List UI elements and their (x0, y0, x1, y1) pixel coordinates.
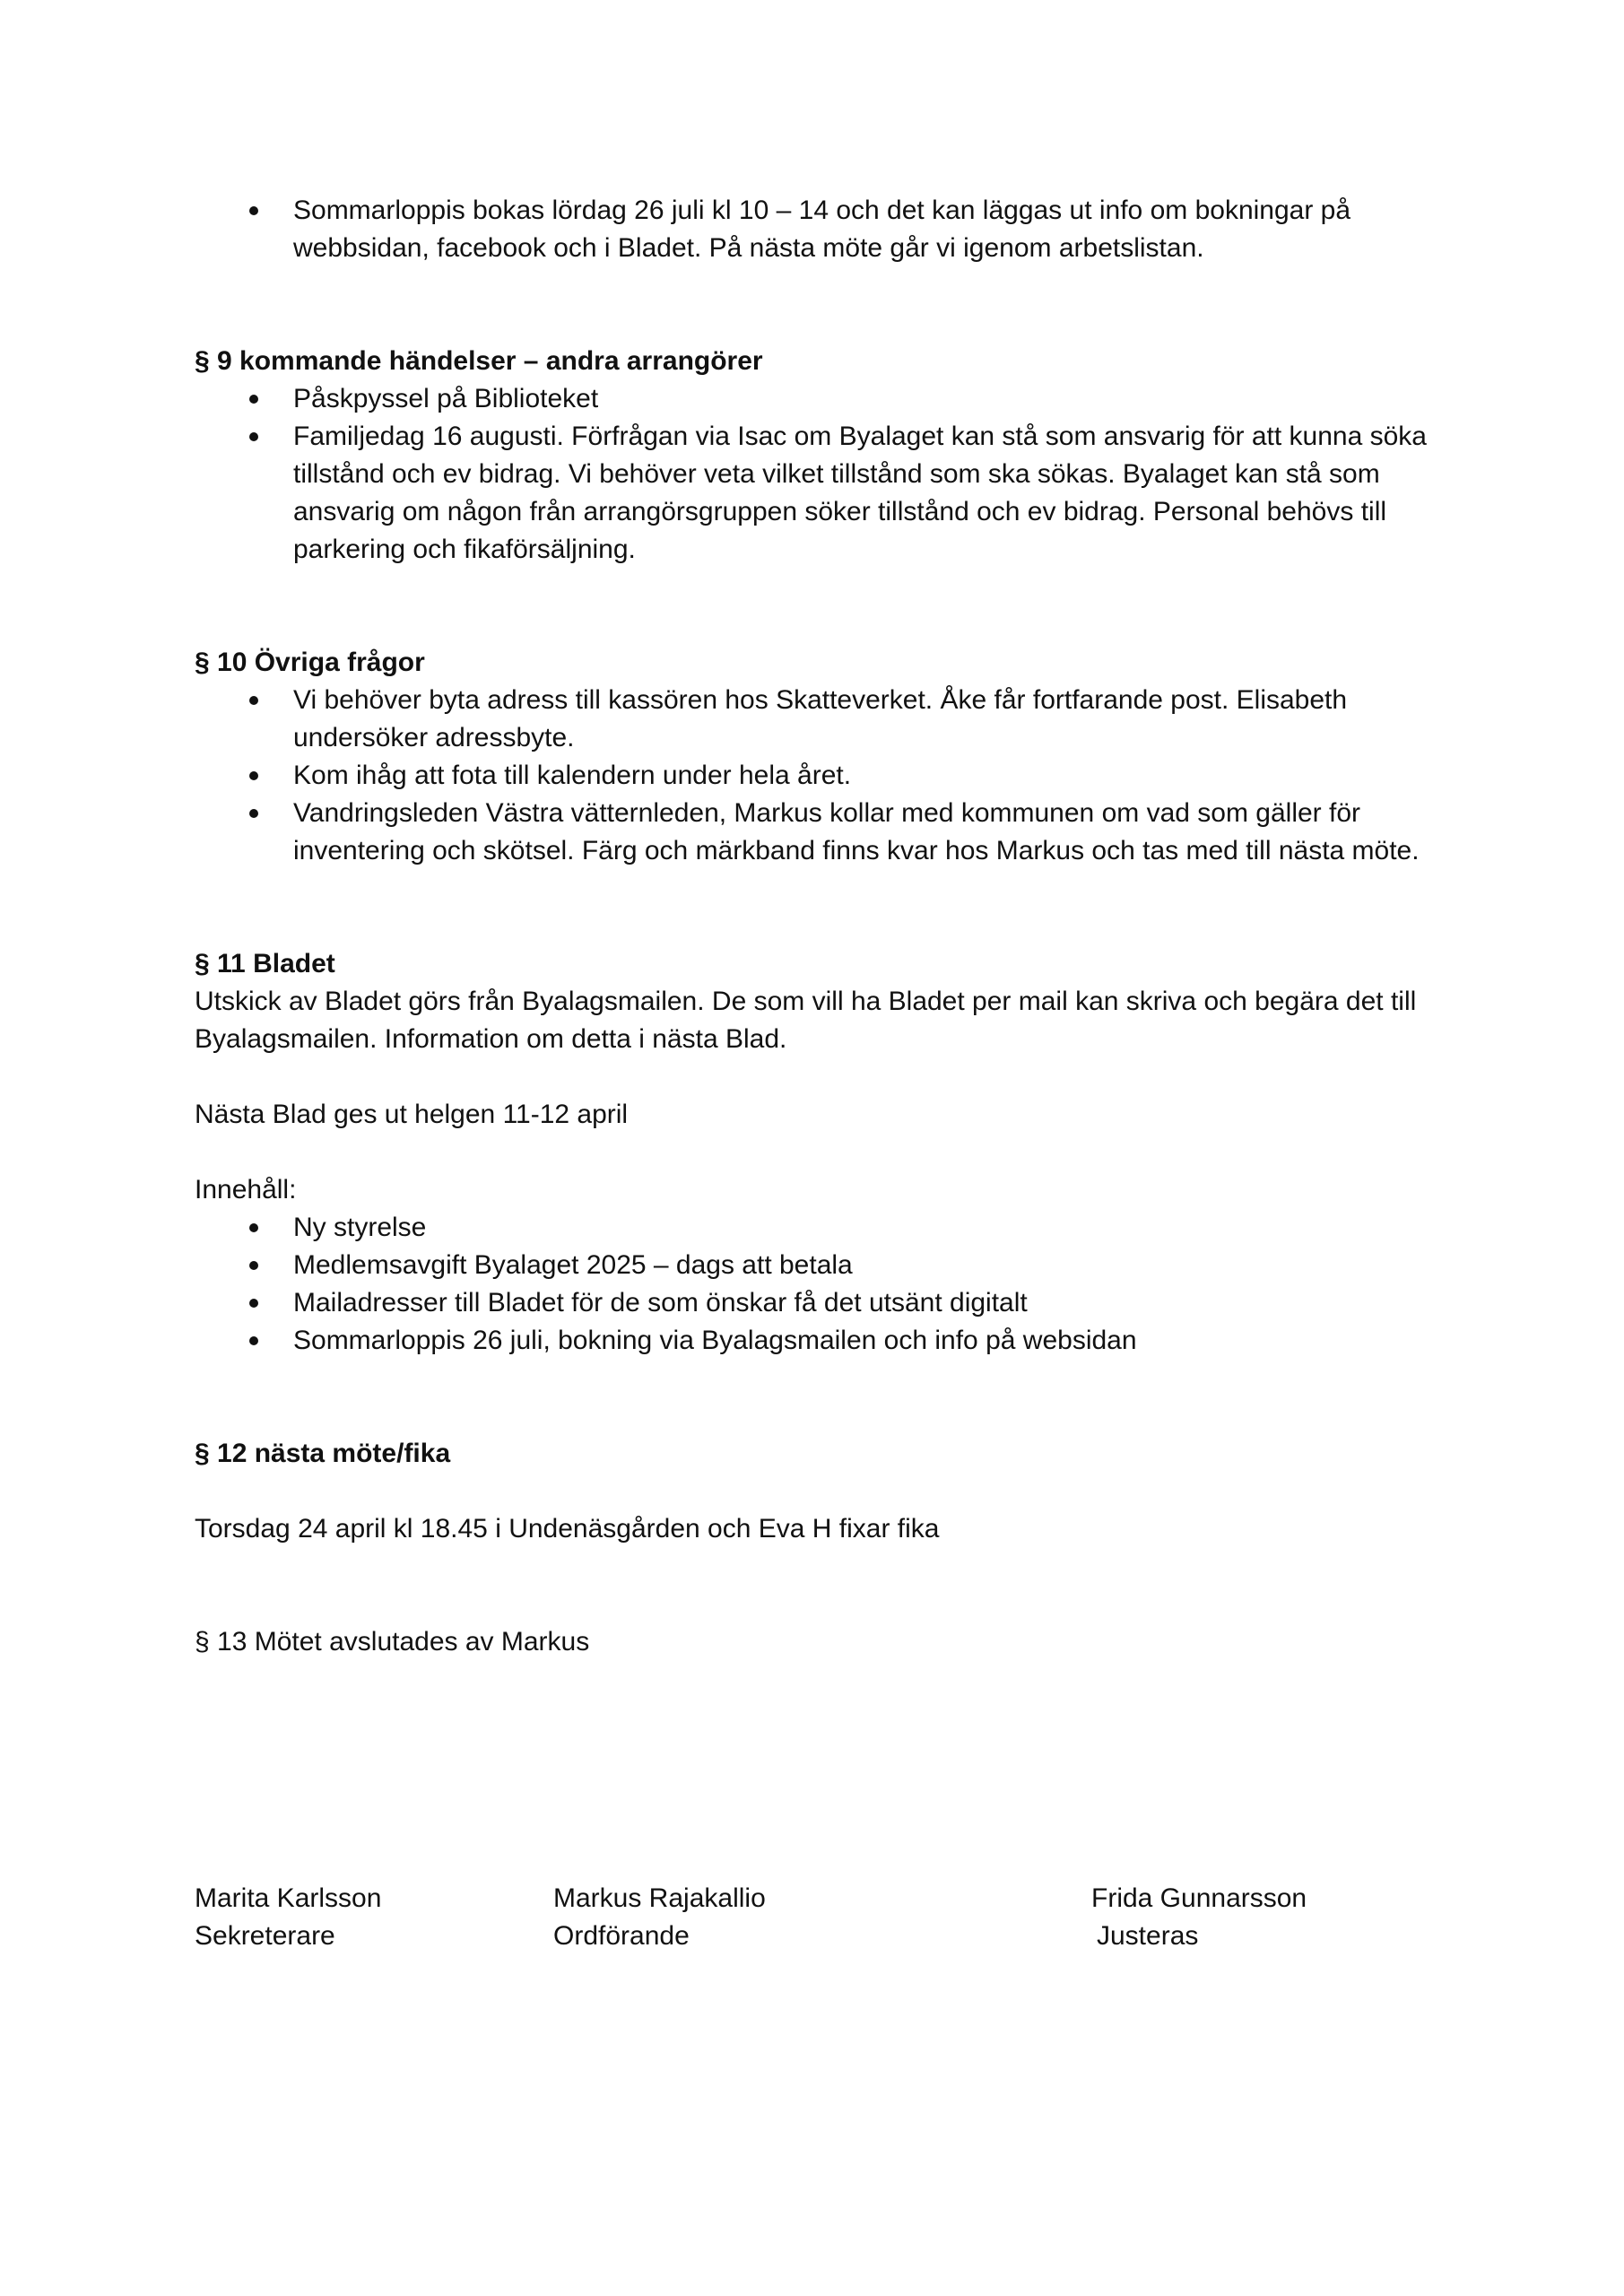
bullet-icon (249, 771, 258, 780)
signature-secretary (195, 1880, 381, 1955)
document-page (195, 192, 1450, 1955)
list-item-text: Vi behöver byta adress till kassören hos Skatteverket. Åke får fortfarande post. Elisabeth undersöker adressbyte. (293, 685, 1348, 752)
bullet-icon (249, 809, 258, 818)
paragraph: Torsdag 24 april kl 18.45 i Undenäsgården och Eva H fixar fika (195, 1514, 940, 1544)
section-heading: § 12 nästa möte/fika (195, 1439, 451, 1468)
bullet-list (195, 380, 1450, 569)
list-item-text: Påskpyssel på Biblioteket (293, 384, 599, 413)
bullet-icon (249, 1336, 258, 1345)
paragraph: Nästa Blad ges ut helgen 11-12 april (195, 1100, 629, 1129)
list-item-text: Familjedag 16 augusti. Förfrågan via Isac om Byalaget kan stå som ansvarig för att kunna söka tillstånd och ev bidrag. Vi behöver veta vilket tillstånd som ska sökas. Byalaget kan stå som ansvarig om någon från arrangörsgruppen söker tillstånd och ev bidrag. Personal behövs till parkering och fikaförsäljning. (293, 422, 1427, 564)
signature-role: Justeras (1097, 1921, 1199, 1951)
section-13 (195, 1623, 1450, 1661)
bullet-icon (249, 395, 258, 404)
list-item (195, 1284, 1450, 1322)
bullet-list (195, 682, 1450, 870)
paragraph: § 13 Mötet avslutades av Markus (195, 1627, 590, 1657)
section-11 (195, 945, 1450, 1360)
bullet-icon (249, 1223, 258, 1232)
list-item (195, 757, 1450, 795)
signature-verifier (1091, 1880, 1307, 1955)
signature-name: Marita Karlsson (195, 1883, 382, 1913)
intro-bullet-list (195, 192, 1450, 267)
list-item (195, 682, 1450, 757)
bullet-icon (249, 1261, 258, 1270)
list-item-text: Vandringsleden Västra vätternleden, Markus kollar med kommunen om vad som gäller för inventering och skötsel. Färg och märkband finns kvar hos Markus och tas med till nästa möte. (293, 798, 1420, 865)
list-item-text: Sommarloppis bokas lördag 26 juli kl 10 – 14 och det kan läggas ut info om bokningar på webbsidan, facebook och i Bladet. På nästa möte går vi igenom arbetslistan. (293, 196, 1351, 263)
bullet-icon (249, 1299, 258, 1308)
section-10 (195, 644, 1450, 870)
signature-role: Ordförande (553, 1921, 690, 1951)
list-item (195, 418, 1450, 569)
bullet-list (195, 1209, 1450, 1360)
list-item-text: Medlemsavgift Byalaget 2025 – dags att betala (293, 1250, 853, 1280)
signature-name: Frida Gunnarsson (1091, 1883, 1307, 1913)
section-heading: § 11 Bladet (195, 949, 335, 978)
list-item (195, 1322, 1450, 1360)
signature-role: Sekreterare (195, 1921, 335, 1951)
signature-block (195, 1880, 1450, 1955)
list-item (195, 192, 1450, 267)
section-12 (195, 1435, 1450, 1548)
list-item-text: Ny styrelse (293, 1213, 427, 1242)
signature-name: Markus Rajakallio (553, 1883, 766, 1913)
section-9 (195, 343, 1450, 569)
list-item (195, 795, 1450, 870)
list-item-text: Kom ihåg att fota till kalendern under hela året. (293, 761, 852, 790)
list-item (195, 1209, 1450, 1247)
list-item (195, 1247, 1450, 1284)
bullet-icon (249, 206, 258, 215)
list-item-text: Mailadresser till Bladet för de som önskar få det utsänt digitalt (293, 1288, 1028, 1318)
list-item-text: Sommarloppis 26 juli, bokning via Byalagsmailen och info på websidan (293, 1326, 1137, 1355)
paragraph: Utskick av Bladet görs från Byalagsmailen. De som vill ha Bladet per mail kan skriva och begära det till Byalagsmailen. Information om detta i nästa Blad. (195, 987, 1417, 1054)
section-heading: § 9 kommande händelser – andra arrangörer (195, 346, 763, 376)
list-item (195, 380, 1450, 418)
bullet-icon (249, 432, 258, 441)
contents-label: Innehåll: (195, 1175, 297, 1205)
bullet-icon (249, 696, 258, 705)
signature-chair (553, 1880, 766, 1955)
section-heading: § 10 Övriga frågor (195, 648, 425, 677)
